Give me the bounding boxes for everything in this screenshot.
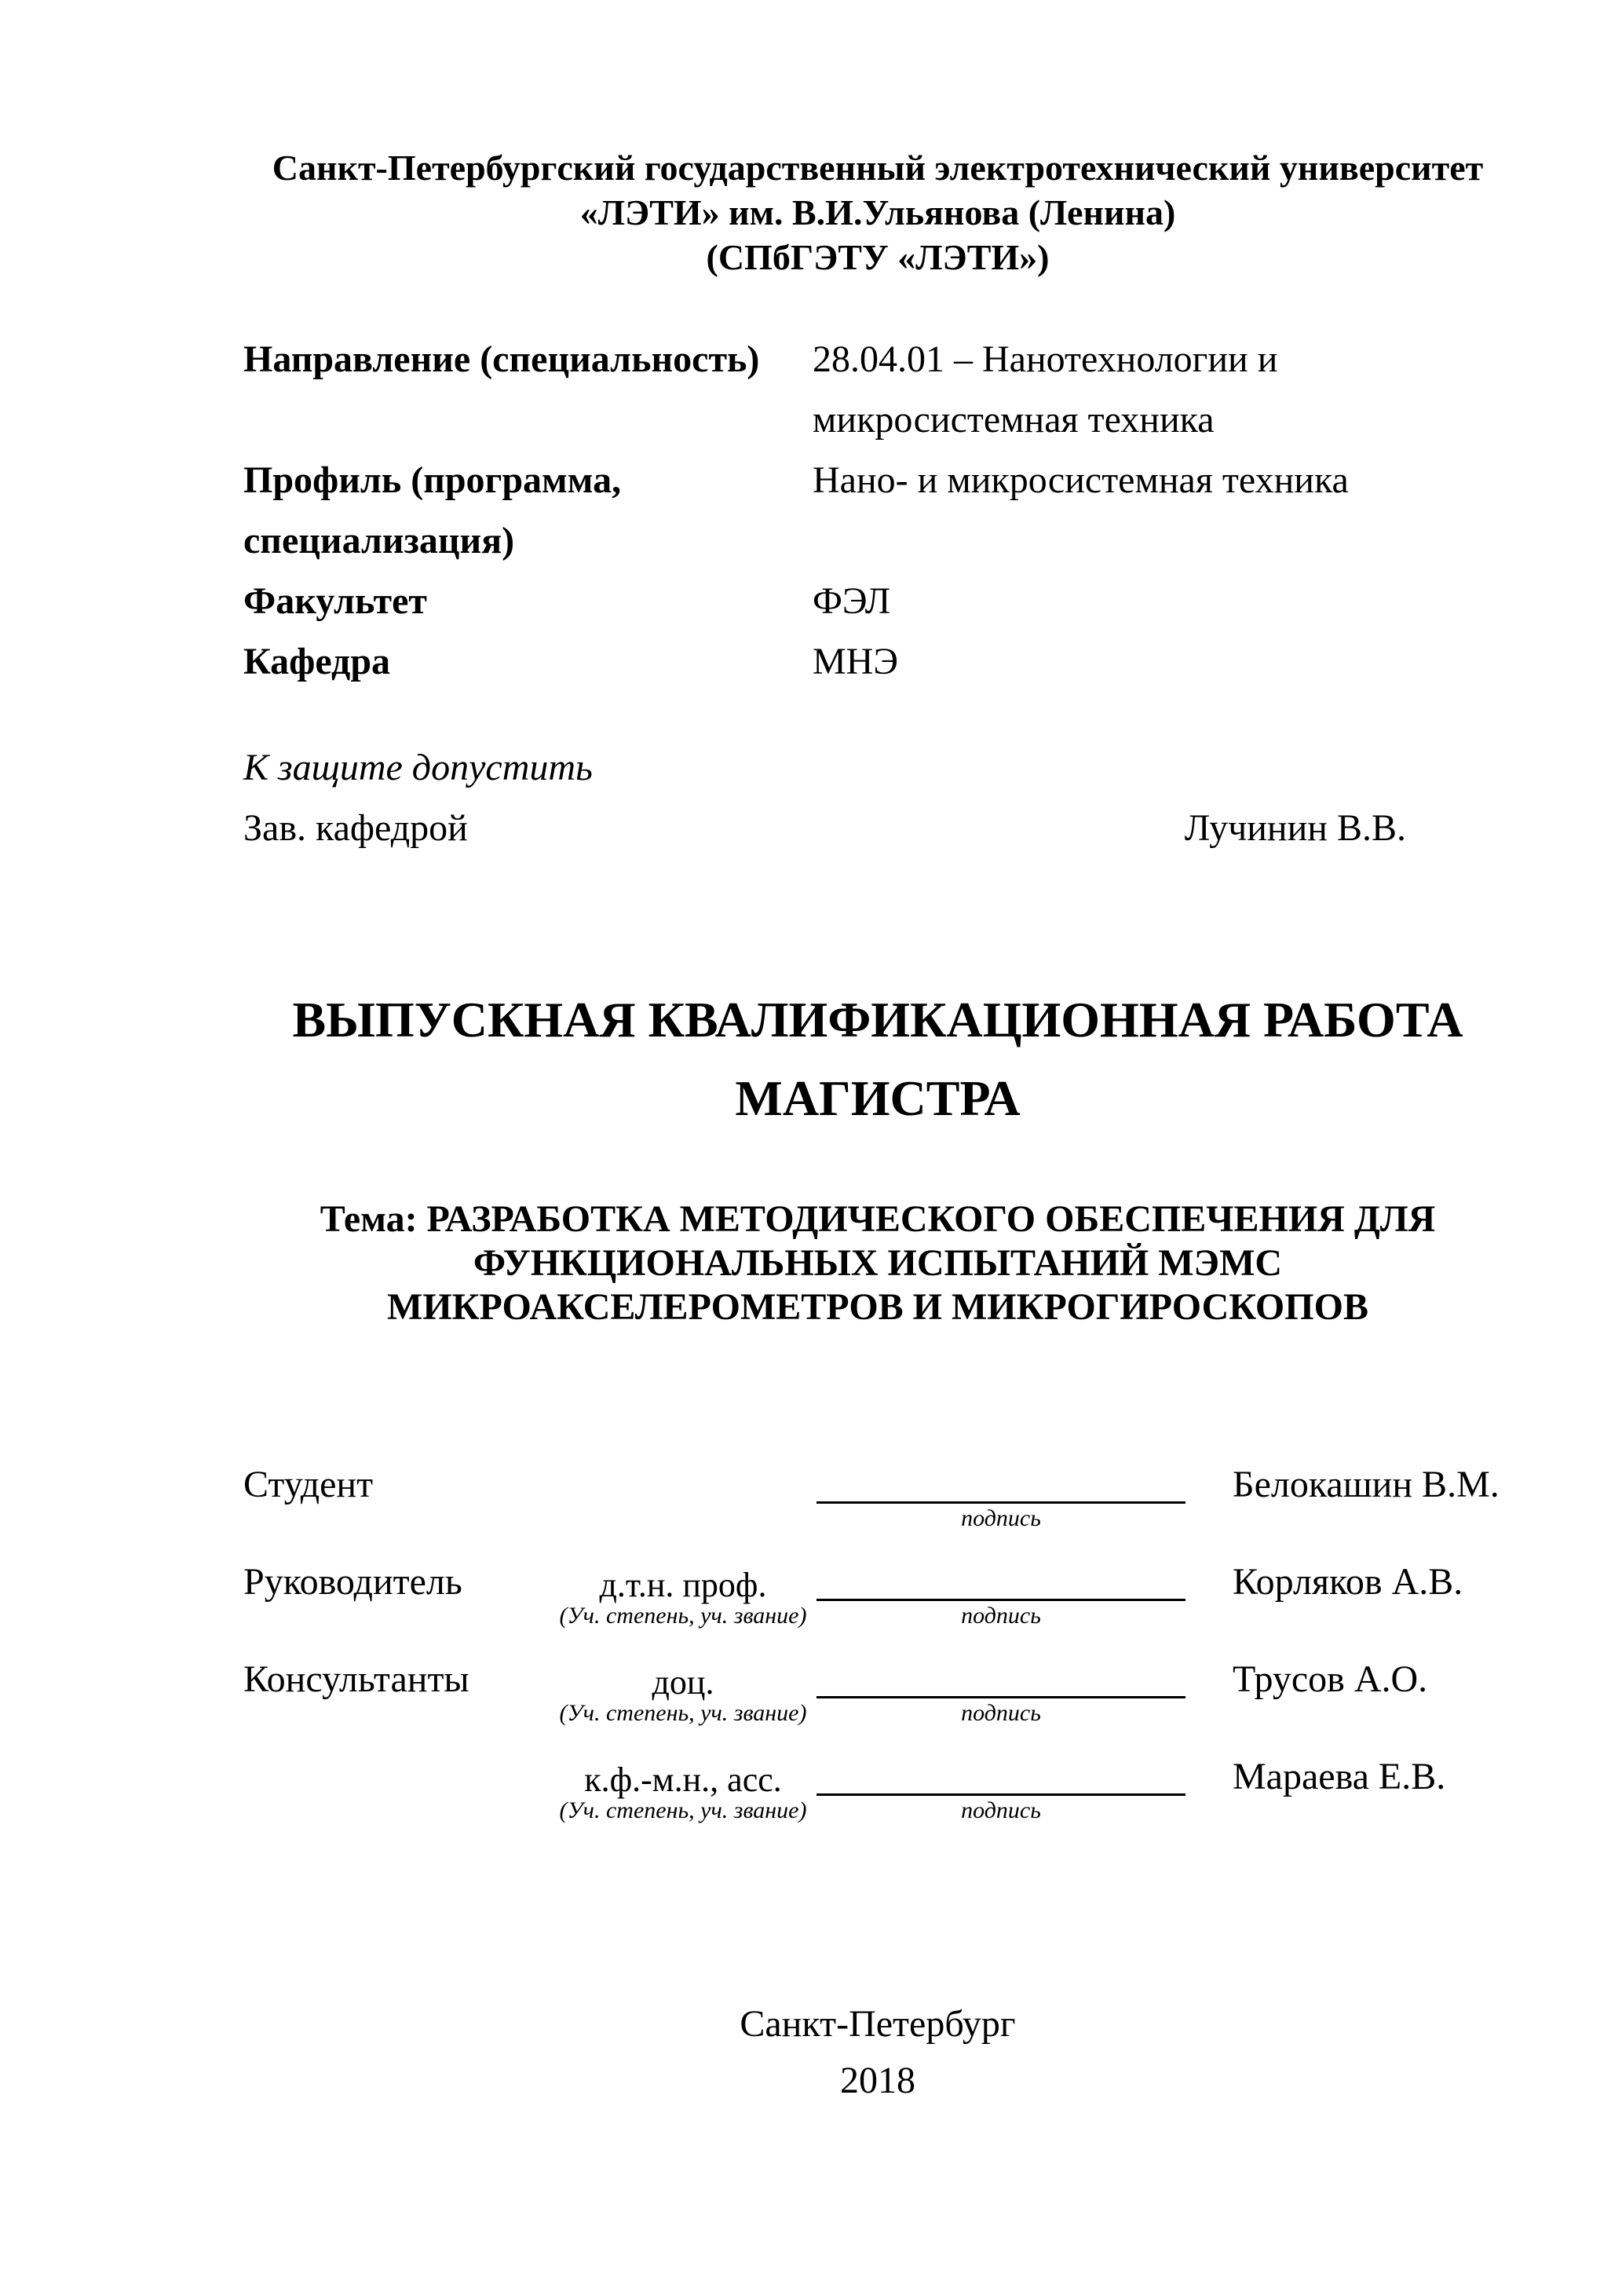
signature-caption: подпись [961,1700,1041,1726]
city-label: Санкт-Петербург [740,2003,1016,2045]
admission-row [243,798,1512,858]
consultant-2-degree: к.ф.-м.н., асс. [584,1760,782,1799]
signature-line [816,1746,1185,1796]
degree-cell-consultant-2 [550,1746,816,1823]
role-label-consultants: Консультанты [243,1658,469,1700]
role-label-student: Студент [243,1464,374,1505]
degree-note: (Уч. степень, уч. звание) [559,1603,807,1629]
program-fields [243,329,1512,692]
degree-note: (Уч. степень, уч. звание) [559,1700,807,1726]
field-label-specialty: Направление (специальность) [243,338,760,380]
field-label-profile: Профиль (программа, специализация) [243,459,622,561]
signature-field-consultant-1 [816,1649,1185,1725]
field-label-faculty: Факультет [243,580,427,622]
year-label: 2018 [840,2060,915,2101]
consultant-1-name: Трусов А.О. [1233,1658,1428,1700]
head-of-department-name: Лучинин В.В. [1184,807,1406,849]
signature-row-consultant-1 [243,1649,1512,1746]
role-label-supervisor: Руководитель [243,1561,462,1603]
signature-line [816,1454,1185,1504]
signature-field-consultant-2 [816,1746,1185,1823]
head-of-department-label: Зав. кафедрой [243,807,468,849]
supervisor-degree: д.т.н. проф. [599,1566,767,1604]
signature-caption: подпись [961,1603,1041,1629]
thesis-theme-line-2: ФУНКЦИОНАЛЬНЫХ ИСПЫТАНИЙ МЭМС [473,1242,1283,1284]
signature-section [243,1454,1512,1844]
field-value-specialty: 28.04.01 – Нанотехнологии и микросистемная техника [813,338,1278,441]
signature-line [816,1649,1185,1698]
thesis-theme-line-3: МИКРОАКСЕЛЕРОМЕТРОВ И МИКРОГИРОСКОПОВ [387,1286,1368,1328]
document-title [243,981,1512,1138]
signature-caption: подпись [961,1505,1041,1531]
signature-row-consultant-2 [243,1746,1512,1844]
admission-note: К защите допустить [243,747,593,788]
document-title-line-2: МАГИСТРА [735,1070,1021,1126]
field-value-department: МНЭ [813,641,899,682]
supervisor-name: Корляков А.В. [1233,1561,1463,1603]
field-value-profile: Нано- и микросистемная техника [813,459,1349,501]
thesis-theme [243,1197,1512,1329]
field-value-faculty: ФЭЛ [813,580,891,622]
degree-cell-supervisor [550,1552,816,1628]
document-footer [243,1996,1512,2109]
degree-cell-empty [550,1454,816,1471]
document-title-line-1: ВЫПУСКНАЯ КВАЛИФИКАЦИОННАЯ РАБОТА [292,992,1463,1047]
signature-line [816,1552,1185,1601]
thesis-theme-line-1: Тема: РАЗРАБОТКА МЕТОДИЧЕСКОГО ОБЕСПЕЧЕНИЯ ДЛЯ [320,1198,1436,1240]
signature-row-supervisor [243,1552,1512,1649]
degree-cell-consultant-1 [550,1649,816,1725]
field-label-department: Кафедра [243,641,391,682]
signature-field-supervisor [816,1552,1185,1628]
signature-row-student [243,1454,1512,1552]
university-name-line-2: «ЛЭТИ» им. В.И.Ульянова (Ленина) [579,192,1176,232]
university-name-line-1: Санкт-Петербургский государственный электротехнический университет [272,148,1484,188]
university-abbreviation: (СПбГЭТУ «ЛЭТИ») [706,237,1050,277]
signature-field-student [816,1454,1185,1530]
consultant-1-degree: доц. [652,1663,714,1702]
university-header [243,145,1512,280]
student-name: Белокашин В.М. [1233,1464,1500,1505]
consultant-2-name: Мараева Е.В. [1233,1756,1446,1797]
signature-caption: подпись [961,1797,1041,1823]
admission-block [243,737,1512,858]
degree-note: (Уч. степень, уч. звание) [559,1797,807,1823]
